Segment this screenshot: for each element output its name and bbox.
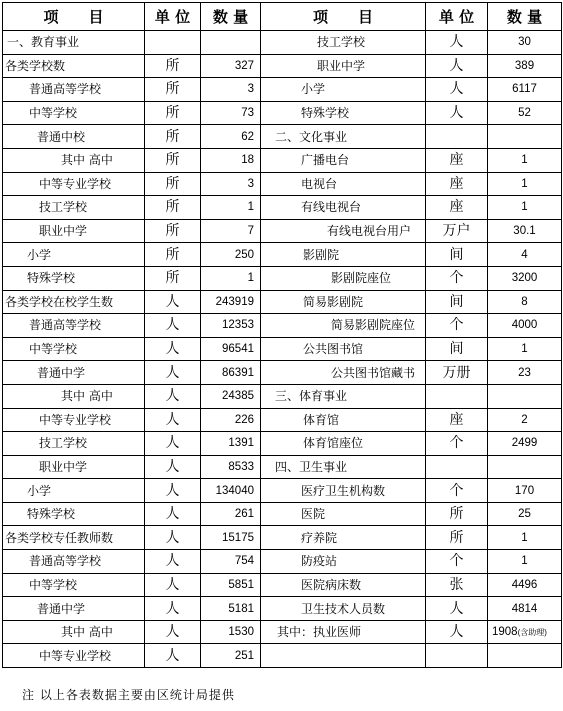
table-row — [3, 314, 562, 338]
unit-cell: 所 — [426, 526, 488, 550]
unit-cell: 人 — [145, 502, 201, 526]
unit-cell — [145, 31, 201, 55]
unit-cell: 个 — [426, 550, 488, 574]
unit-cell: 人 — [145, 408, 201, 432]
item-cell: 普通中校 — [3, 125, 145, 149]
table-row — [3, 408, 562, 432]
item-cell: 普通高等学校 — [3, 550, 145, 574]
unit-cell: 所 — [145, 101, 201, 125]
table-row — [3, 148, 562, 172]
unit-cell: 人 — [145, 526, 201, 550]
item-cell: 一、教育事业 — [3, 31, 145, 55]
unit-cell: 所 — [145, 78, 201, 102]
unit-cell: 个 — [426, 432, 488, 456]
value-cell: 62 — [201, 125, 261, 149]
header-unit-left: 单 位 — [145, 3, 201, 31]
value-cell: 15175 — [201, 526, 261, 550]
item-cell: 职业中学 — [261, 54, 426, 78]
unit-cell: 所 — [145, 172, 201, 196]
unit-cell: 人 — [426, 54, 488, 78]
value-cell — [488, 196, 562, 220]
value-cell: 18 — [201, 148, 261, 172]
value-number: 1 — [521, 177, 528, 190]
value-cell — [488, 78, 562, 102]
value-cell — [488, 550, 562, 574]
unit-cell: 万册 — [426, 361, 488, 385]
unit-cell: 所 — [145, 266, 201, 290]
value-number: 8 — [521, 295, 528, 308]
value-cell: 7 — [201, 219, 261, 243]
item-cell: 简易影剧院 — [261, 290, 426, 314]
value-cell — [488, 432, 562, 456]
item-cell: 医院 — [261, 502, 426, 526]
header-quantity-right: 数 量 — [488, 3, 562, 31]
item-cell: 体育馆 — [261, 408, 426, 432]
value-cell — [488, 455, 562, 479]
table-row — [3, 361, 562, 385]
table-row — [3, 125, 562, 149]
value-number: 1908 — [492, 625, 518, 638]
item-cell: 卫生技术人员数 — [261, 597, 426, 621]
unit-cell: 人 — [145, 573, 201, 597]
value-cell — [488, 573, 562, 597]
item-cell: 职业中学 — [3, 219, 145, 243]
unit-cell: 座 — [426, 196, 488, 220]
item-cell: 中等学校 — [3, 573, 145, 597]
unit-cell: 个 — [426, 479, 488, 503]
unit-cell: 人 — [145, 432, 201, 456]
unit-cell: 人 — [145, 644, 201, 668]
value-cell: 3 — [201, 172, 261, 196]
value-number: 4496 — [511, 578, 538, 591]
unit-cell: 人 — [145, 337, 201, 361]
value-cell — [488, 620, 562, 644]
value-number: 30 — [518, 36, 531, 49]
unit-cell: 人 — [145, 597, 201, 621]
value-cell — [488, 361, 562, 385]
value-number: 1 — [521, 343, 528, 356]
value-cell: 226 — [201, 408, 261, 432]
item-cell: 小学 — [261, 78, 426, 102]
value-number: 1 — [521, 154, 528, 167]
unit-cell: 人 — [145, 290, 201, 314]
value-cell: 5181 — [201, 597, 261, 621]
item-cell: 防疫站 — [261, 550, 426, 574]
table-row — [3, 502, 562, 526]
unit-cell: 座 — [426, 172, 488, 196]
item-cell: 有线电视台 — [261, 196, 426, 220]
unit-cell: 人 — [426, 620, 488, 644]
value-cell — [488, 101, 562, 125]
unit-cell: 座 — [426, 148, 488, 172]
item-cell: 其中：执业医师 — [261, 620, 426, 644]
value-number: 30.1 — [513, 225, 536, 238]
unit-cell: 人 — [145, 314, 201, 338]
value-number: 4 — [521, 248, 528, 261]
unit-cell: 所 — [145, 196, 201, 220]
table-row — [3, 384, 562, 408]
value-number: 1 — [521, 531, 528, 544]
header-item-right: 项 目 — [261, 3, 426, 31]
item-cell: 技工学校 — [261, 31, 426, 55]
table-row — [3, 219, 562, 243]
value-cell — [488, 125, 562, 149]
unit-cell: 人 — [145, 384, 201, 408]
unit-cell: 人 — [145, 620, 201, 644]
table-row — [3, 620, 562, 644]
value-number: 1 — [521, 201, 528, 214]
item-cell: 中等学校 — [3, 101, 145, 125]
value-cell — [488, 502, 562, 526]
item-cell: 特殊学校 — [261, 101, 426, 125]
header-row — [3, 3, 562, 31]
item-cell: 各类学校在校学生数 — [3, 290, 145, 314]
value-number: 4814 — [511, 602, 538, 615]
item-cell: 疗养院 — [261, 526, 426, 550]
statistics-table — [2, 2, 562, 668]
unit-cell: 个 — [426, 266, 488, 290]
item-cell: 四、卫生事业 — [261, 455, 426, 479]
item-cell: 普通高等学校 — [3, 314, 145, 338]
unit-cell: 人 — [426, 597, 488, 621]
unit-cell: 间 — [426, 290, 488, 314]
value-cell: 3 — [201, 78, 261, 102]
item-cell: 特殊学校 — [3, 266, 145, 290]
value-cell: 134040 — [201, 479, 261, 503]
item-cell: 其中 高中 — [3, 620, 145, 644]
item-cell: 中等专业学校 — [3, 172, 145, 196]
unit-cell: 人 — [426, 78, 488, 102]
item-cell: 小学 — [3, 479, 145, 503]
value-number: 2 — [521, 413, 528, 426]
value-cell — [488, 314, 562, 338]
value-cell — [488, 54, 562, 78]
unit-cell: 人 — [426, 31, 488, 55]
unit-cell: 人 — [145, 479, 201, 503]
value-cell: 5851 — [201, 573, 261, 597]
unit-cell — [426, 384, 488, 408]
item-cell: 其中 高中 — [3, 148, 145, 172]
item-cell: 技工学校 — [3, 432, 145, 456]
item-cell: 中等专业学校 — [3, 644, 145, 668]
value-cell: 251 — [201, 644, 261, 668]
table-row — [3, 432, 562, 456]
item-cell: 影剧院座位 — [261, 266, 426, 290]
table-row — [3, 573, 562, 597]
item-cell: 各类学校专任教师数 — [3, 526, 145, 550]
value-number: 389 — [514, 59, 535, 72]
value-cell — [488, 384, 562, 408]
item-cell: 有线电视台用户 — [261, 219, 426, 243]
unit-cell: 个 — [426, 314, 488, 338]
item-cell: 广播电台 — [261, 148, 426, 172]
item-cell — [261, 644, 426, 668]
header-quantity-left: 数 量 — [201, 3, 261, 31]
item-cell: 普通高等学校 — [3, 78, 145, 102]
value-cell — [488, 266, 562, 290]
value-number: 1 — [521, 555, 528, 568]
table-row — [3, 526, 562, 550]
header-item-left: 项 目 — [3, 3, 145, 31]
value-cell: 8533 — [201, 455, 261, 479]
table-row — [3, 455, 562, 479]
table-row — [3, 479, 562, 503]
table-row — [3, 550, 562, 574]
value-cell: 12353 — [201, 314, 261, 338]
item-cell: 体育馆座位 — [261, 432, 426, 456]
unit-cell: 所 — [426, 502, 488, 526]
value-cell: 24385 — [201, 384, 261, 408]
value-number: 3200 — [511, 272, 538, 285]
item-cell: 简易影剧院座位 — [261, 314, 426, 338]
table-row — [3, 597, 562, 621]
item-cell: 特殊学校 — [3, 502, 145, 526]
unit-cell: 所 — [145, 219, 201, 243]
table-row — [3, 644, 562, 668]
value-cell: 1 — [201, 196, 261, 220]
value-cell: 261 — [201, 502, 261, 526]
table-row — [3, 266, 562, 290]
value-cell — [488, 526, 562, 550]
value-qualifier: (含助理) — [517, 627, 547, 637]
unit-cell: 张 — [426, 573, 488, 597]
value-cell — [488, 479, 562, 503]
table-row — [3, 337, 562, 361]
value-cell — [201, 31, 261, 55]
item-cell: 二、文化事业 — [261, 125, 426, 149]
unit-cell: 间 — [426, 337, 488, 361]
item-cell: 中等学校 — [3, 337, 145, 361]
item-cell: 电视台 — [261, 172, 426, 196]
value-cell — [488, 408, 562, 432]
value-number: 52 — [518, 107, 531, 120]
value-cell — [488, 644, 562, 668]
item-cell: 公共图书馆藏书 — [261, 361, 426, 385]
value-cell: 1 — [201, 266, 261, 290]
table-body — [3, 31, 562, 668]
unit-cell: 人 — [145, 361, 201, 385]
unit-cell: 万户 — [426, 219, 488, 243]
item-cell: 小学 — [3, 243, 145, 267]
table-row — [3, 290, 562, 314]
value-number: 2499 — [511, 437, 538, 450]
unit-cell: 间 — [426, 243, 488, 267]
table-row — [3, 54, 562, 78]
value-cell: 96541 — [201, 337, 261, 361]
item-cell: 普通中学 — [3, 361, 145, 385]
value-cell: 73 — [201, 101, 261, 125]
item-cell: 其中 高中 — [3, 384, 145, 408]
value-number: 4000 — [511, 319, 538, 332]
value-number: 25 — [518, 508, 531, 521]
value-cell — [488, 31, 562, 55]
item-cell: 普通中学 — [3, 597, 145, 621]
table-row — [3, 172, 562, 196]
value-cell: 754 — [201, 550, 261, 574]
value-cell — [488, 337, 562, 361]
value-number: 170 — [514, 484, 535, 497]
unit-cell — [426, 455, 488, 479]
value-cell — [488, 243, 562, 267]
value-cell: 1530 — [201, 620, 261, 644]
unit-cell — [426, 644, 488, 668]
item-cell: 公共图书馆 — [261, 337, 426, 361]
unit-cell: 所 — [145, 125, 201, 149]
header-unit-right: 单 位 — [426, 3, 488, 31]
source-note: 注 以上各表数据主要由区统计局提供 — [22, 688, 235, 702]
unit-cell: 人 — [145, 550, 201, 574]
table-row — [3, 101, 562, 125]
value-cell: 243919 — [201, 290, 261, 314]
item-cell: 三、体育事业 — [261, 384, 426, 408]
item-cell: 医院病床数 — [261, 573, 426, 597]
item-cell: 影剧院 — [261, 243, 426, 267]
value-cell — [488, 597, 562, 621]
item-cell: 医疗卫生机构数 — [261, 479, 426, 503]
unit-cell — [426, 125, 488, 149]
value-number: 23 — [518, 366, 531, 379]
table-row — [3, 31, 562, 55]
value-cell — [488, 172, 562, 196]
item-cell: 各类学校数 — [3, 54, 145, 78]
unit-cell: 所 — [145, 54, 201, 78]
value-cell — [488, 219, 562, 243]
unit-cell: 所 — [145, 148, 201, 172]
table-row — [3, 196, 562, 220]
value-cell: 250 — [201, 243, 261, 267]
unit-cell: 人 — [426, 101, 488, 125]
table-row — [3, 243, 562, 267]
item-cell: 中等专业学校 — [3, 408, 145, 432]
item-cell: 技工学校 — [3, 196, 145, 220]
table-row — [3, 78, 562, 102]
unit-cell: 所 — [145, 243, 201, 267]
value-cell: 1391 — [201, 432, 261, 456]
value-cell — [488, 290, 562, 314]
unit-cell: 人 — [145, 455, 201, 479]
unit-cell: 座 — [426, 408, 488, 432]
value-number: 6117 — [512, 83, 537, 96]
value-cell: 86391 — [201, 361, 261, 385]
value-cell: 327 — [201, 54, 261, 78]
item-cell: 职业中学 — [3, 455, 145, 479]
value-cell — [488, 148, 562, 172]
